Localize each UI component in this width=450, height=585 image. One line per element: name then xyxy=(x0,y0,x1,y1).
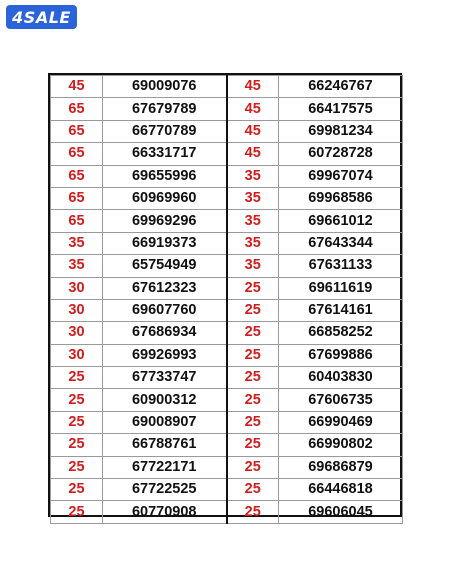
right-number-cell: 67606735 xyxy=(279,389,403,411)
left-price-cell: 25 xyxy=(51,456,103,478)
right-number-cell: 66858252 xyxy=(279,322,403,344)
brand-logo xyxy=(6,5,77,29)
right-number-cell: 69967074 xyxy=(279,165,403,187)
right-number-cell: 67643344 xyxy=(279,232,403,254)
right-number-cell: 69661012 xyxy=(279,210,403,232)
left-price-cell: 65 xyxy=(51,143,103,165)
left-number-cell: 69008907 xyxy=(103,411,227,433)
left-price-cell: 65 xyxy=(51,165,103,187)
right-price-cell: 25 xyxy=(227,322,279,344)
right-number-cell: 69606045 xyxy=(279,501,403,523)
table-row xyxy=(51,501,403,523)
right-price-cell: 35 xyxy=(227,210,279,232)
right-price-cell: 25 xyxy=(227,456,279,478)
right-number-cell: 67699886 xyxy=(279,344,403,366)
table-row xyxy=(51,143,403,165)
left-number-cell: 67733747 xyxy=(103,367,227,389)
table-row xyxy=(51,322,403,344)
left-price-cell: 25 xyxy=(51,411,103,433)
right-price-cell: 45 xyxy=(227,98,279,120)
right-number-cell: 66990802 xyxy=(279,434,403,456)
right-number-cell: 66990469 xyxy=(279,411,403,433)
left-price-cell: 25 xyxy=(51,434,103,456)
table-body xyxy=(51,76,403,524)
table-row xyxy=(51,98,403,120)
right-number-cell: 67614161 xyxy=(279,299,403,321)
left-number-cell: 69969296 xyxy=(103,210,227,232)
right-price-cell: 25 xyxy=(227,344,279,366)
left-number-cell: 66919373 xyxy=(103,232,227,254)
right-price-cell: 35 xyxy=(227,255,279,277)
left-price-cell: 25 xyxy=(51,501,103,523)
left-number-cell: 69655996 xyxy=(103,165,227,187)
left-number-cell: 66788761 xyxy=(103,434,227,456)
table-row xyxy=(51,389,403,411)
table-row xyxy=(51,165,403,187)
table-row xyxy=(51,210,403,232)
right-price-cell: 25 xyxy=(227,277,279,299)
left-price-cell: 25 xyxy=(51,367,103,389)
left-number-cell: 69607760 xyxy=(103,299,227,321)
left-number-cell: 67722525 xyxy=(103,479,227,501)
left-number-cell: 67686934 xyxy=(103,322,227,344)
left-number-cell: 67612323 xyxy=(103,277,227,299)
left-number-cell: 69009076 xyxy=(103,76,227,98)
table-row xyxy=(51,344,403,366)
right-number-cell: 69981234 xyxy=(279,120,403,142)
right-price-cell: 25 xyxy=(227,501,279,523)
left-number-cell: 60770908 xyxy=(103,501,227,523)
table-row xyxy=(51,255,403,277)
left-price-cell: 35 xyxy=(51,255,103,277)
left-number-cell: 60900312 xyxy=(103,389,227,411)
right-number-cell: 60403830 xyxy=(279,367,403,389)
right-price-cell: 35 xyxy=(227,187,279,209)
table-row xyxy=(51,456,403,478)
left-price-cell: 30 xyxy=(51,277,103,299)
right-number-cell: 69968586 xyxy=(279,187,403,209)
left-number-cell: 67722171 xyxy=(103,456,227,478)
right-price-cell: 35 xyxy=(227,165,279,187)
number-price-table xyxy=(48,73,402,520)
left-price-cell: 25 xyxy=(51,389,103,411)
left-number-cell: 69926993 xyxy=(103,344,227,366)
right-price-cell: 45 xyxy=(227,76,279,98)
table-row xyxy=(51,434,403,456)
left-number-cell: 65754949 xyxy=(103,255,227,277)
right-price-cell: 45 xyxy=(227,120,279,142)
table-row xyxy=(51,479,403,501)
table-row xyxy=(51,277,403,299)
left-number-cell: 67679789 xyxy=(103,98,227,120)
right-price-cell: 45 xyxy=(227,143,279,165)
left-price-cell: 25 xyxy=(51,479,103,501)
right-price-cell: 25 xyxy=(227,434,279,456)
right-number-cell: 66246767 xyxy=(279,76,403,98)
table-row xyxy=(51,76,403,98)
right-price-cell: 25 xyxy=(227,299,279,321)
table-row xyxy=(51,411,403,433)
left-number-cell: 66770789 xyxy=(103,120,227,142)
right-price-cell: 25 xyxy=(227,389,279,411)
table-row xyxy=(51,232,403,254)
right-number-cell: 66446818 xyxy=(279,479,403,501)
right-price-cell: 25 xyxy=(227,479,279,501)
right-number-cell: 67631133 xyxy=(279,255,403,277)
price-list-table xyxy=(50,75,403,524)
right-number-cell: 66417575 xyxy=(279,98,403,120)
right-price-cell: 35 xyxy=(227,232,279,254)
left-price-cell: 65 xyxy=(51,210,103,232)
left-number-cell: 66331717 xyxy=(103,143,227,165)
left-price-cell: 65 xyxy=(51,120,103,142)
left-price-cell: 65 xyxy=(51,98,103,120)
left-price-cell: 30 xyxy=(51,322,103,344)
table-row xyxy=(51,367,403,389)
left-price-cell: 65 xyxy=(51,187,103,209)
logo-text: 4SALE xyxy=(12,7,71,27)
table-row xyxy=(51,299,403,321)
right-price-cell: 25 xyxy=(227,367,279,389)
table-row xyxy=(51,187,403,209)
right-number-cell: 60728728 xyxy=(279,143,403,165)
left-price-cell: 30 xyxy=(51,344,103,366)
left-price-cell: 35 xyxy=(51,232,103,254)
left-price-cell: 45 xyxy=(51,76,103,98)
right-number-cell: 69611619 xyxy=(279,277,403,299)
table-row xyxy=(51,120,403,142)
right-price-cell: 25 xyxy=(227,411,279,433)
left-number-cell: 60969960 xyxy=(103,187,227,209)
left-price-cell: 30 xyxy=(51,299,103,321)
right-number-cell: 69686879 xyxy=(279,456,403,478)
